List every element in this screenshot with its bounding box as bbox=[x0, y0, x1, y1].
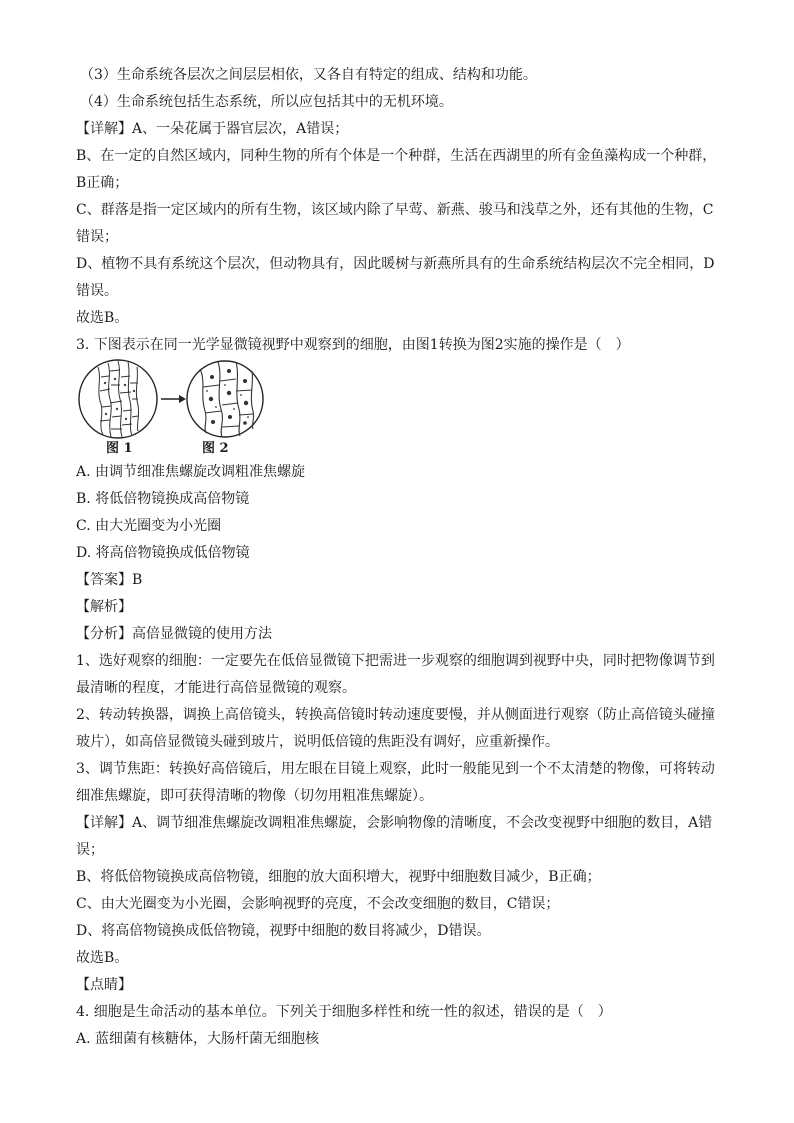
text-line: 错误； bbox=[76, 229, 118, 245]
question-4: 4. 细胞是生命活动的基本单位。下列关于细胞多样性和统一性的叙述，错误的是（ ） bbox=[76, 1004, 612, 1020]
figure-2-caption: 图 2 bbox=[202, 441, 229, 456]
cell-views-illustration bbox=[76, 359, 276, 439]
text-line: 3、调节焦距：转换好高倍镜后，用左眼在目镜上观察，此时一般能见到一个不太清楚的物像，可将转动 bbox=[76, 761, 715, 777]
text-line: C、由大光圈变为小光圈，会影响视野的亮度，不会改变细胞的数目，C错误； bbox=[76, 896, 560, 912]
text-line: 2、转动转换器，调换上高倍镜头，转换高倍镜时转动速度要慢，并从侧面进行观察（防止高倍镜头碰撞 bbox=[76, 707, 715, 723]
option-a: A. 蓝细菌有核糖体，大肠杆菌无细胞核 bbox=[76, 1031, 320, 1047]
text-line: 故选B。 bbox=[76, 310, 129, 326]
text-line: 【详解】A、调节细准焦螺旋改调粗准焦螺旋，会影响物像的清晰度，不会改变视野中细胞的数目，A错 bbox=[76, 815, 713, 831]
text-line: 错误。 bbox=[76, 283, 118, 299]
text-line: 故选B。 bbox=[76, 950, 129, 966]
detail-heading-line: 【详解】A、一朵花属于器官层次，A错误； bbox=[76, 121, 349, 137]
text-line: 误； bbox=[76, 842, 104, 858]
option-a: A. 由调节细准焦螺旋改调粗准焦螺旋 bbox=[76, 464, 306, 480]
text-line: 最清晰的程度，才能进行高倍显微镜的观察。 bbox=[76, 680, 356, 696]
text-line: 1、选好观察的细胞：一定要先在低倍显微镜下把需进一步观察的细胞调到视野中央，同时把物像调节到 bbox=[76, 653, 715, 669]
analysis-heading: 【解析】 bbox=[76, 599, 132, 615]
text-line: 【分析】高倍显微镜的使用方法 bbox=[76, 626, 272, 642]
figure-1-caption: 图 1 bbox=[106, 441, 133, 456]
text-line: 细准焦螺旋，即可获得清晰的物像（切勿用粗准焦螺旋）。 bbox=[76, 788, 433, 804]
answer-line: 【答案】B bbox=[76, 572, 143, 588]
text-line: B正确； bbox=[76, 175, 129, 191]
option-d: D. 将高倍物镜换成低倍物镜 bbox=[76, 545, 250, 561]
question-3: 3. 下图表示在同一光学显微镜视野中观察到的细胞，由图1转换为图2实施的操作是（ ） bbox=[76, 337, 630, 353]
microscope-figure bbox=[76, 359, 726, 459]
text-line: B、在一定的自然区域内，同种生物的所有个体是一个种群，生活在西湖里的所有金鱼藻构成一个种群， bbox=[76, 148, 717, 164]
text-line: B、将低倍物镜换成高倍物镜，细胞的放大面积增大，视野中细胞数目减少，B正确； bbox=[76, 869, 601, 885]
comment-heading: 【点睛】 bbox=[76, 977, 132, 993]
text-line: D、植物不具有系统这个层次，但动物具有，因此暖树与新燕所具有的生命系统结构层次不完全相同，D bbox=[76, 256, 715, 272]
text-line: 玻片），如高倍显微镜头碰到玻片，说明低倍镜的焦距没有调好，应重新操作。 bbox=[76, 734, 559, 750]
option-b: B. 将低倍物镜换成高倍物镜 bbox=[76, 491, 250, 507]
document-content bbox=[76, 62, 726, 1053]
text-line: C、群落是指一定区域内的所有生物，该区域内除了早莺、新燕、骏马和浅草之外，还有其他的生物，C bbox=[76, 202, 714, 218]
text-line: （3）生命系统各层次之间层层相依，又各自有特定的组成、结构和功能。 bbox=[80, 67, 537, 83]
text-line: （4）生命系统包括生态系统，所以应包括其中的无机环境。 bbox=[80, 94, 453, 110]
option-c: C. 由大光圈变为小光圈 bbox=[76, 518, 222, 534]
text-line: D、将高倍物镜换成低倍物镜，视野中细胞的数目将减少，D错误。 bbox=[76, 923, 491, 939]
